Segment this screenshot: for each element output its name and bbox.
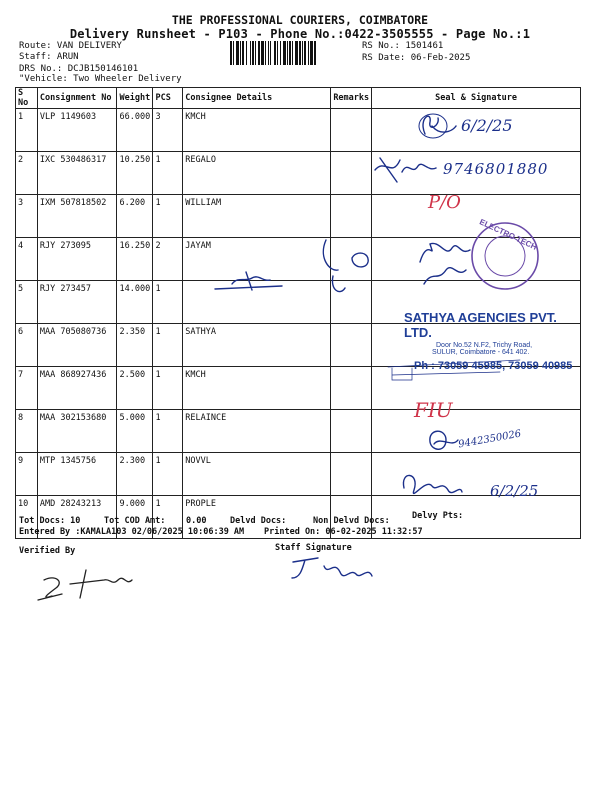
cell-remarks (331, 281, 372, 324)
barcode-bar (268, 41, 269, 65)
company-stamp (404, 310, 584, 372)
barcode-bar (246, 41, 247, 65)
cell-sno: 7 (16, 367, 38, 410)
cell-sno: 4 (16, 238, 38, 281)
row8-initials: FIU (414, 398, 453, 422)
cell-sno: 2 (16, 152, 38, 195)
row2-phone: 9746801880 (443, 160, 549, 178)
barcode-bar (258, 41, 260, 65)
cell-weight: 10.250 (117, 152, 153, 195)
barcode-bar (265, 41, 266, 65)
barcode-bar (242, 41, 244, 65)
cell-consignment-no: IXC 530486317 (37, 152, 117, 195)
cell-consignee: KMCH (183, 367, 331, 410)
non-delivered-docs: Non Delvd Docs: (313, 516, 390, 526)
col-sno: S No (16, 88, 38, 109)
cell-remarks (331, 367, 372, 410)
barcode-bar (261, 41, 264, 65)
table-row (16, 238, 581, 281)
cell-pcs: 1 (153, 410, 183, 453)
cell-pcs: 1 (153, 496, 183, 539)
table-row (16, 410, 581, 453)
drs-number: DRS No.: DCJB150146101 (19, 64, 139, 74)
cell-consignment-no: VLP 1149603 (37, 109, 117, 152)
col-pcs: PCS (153, 88, 183, 109)
cell-seal (372, 367, 581, 410)
barcode-bar (274, 41, 276, 65)
cell-sno: 3 (16, 195, 38, 238)
barcode-bar (250, 41, 251, 65)
total-cod-label: Tot COD Amt: (104, 516, 166, 526)
cell-remarks (331, 109, 372, 152)
cell-sno: 10 (16, 496, 38, 539)
barcode-bar (295, 41, 298, 65)
printed-on: Printed On: 06-02-2025 11:32:57 (264, 527, 423, 537)
cell-weight: 16.250 (117, 238, 153, 281)
cell-pcs: 1 (153, 453, 183, 496)
barcode-bar (255, 41, 256, 65)
cell-consignment-no: MAA 705080736 (37, 324, 117, 367)
rs-number: RS No.: 1501461 (362, 41, 444, 51)
cell-pcs: 1 (153, 152, 183, 195)
delivery-points: Delvy Pts: (412, 511, 464, 521)
runsheet-title: Delivery Runsheet - P103 - Phone No.:0422-3505555 - Page No.:1 (69, 27, 531, 41)
barcode-bar (240, 41, 241, 65)
stamp-address-1: Door No.52 N.F2, Trichy Road, (436, 342, 533, 349)
table-row (16, 367, 581, 410)
cell-sno: 9 (16, 453, 38, 496)
cell-weight: 66.000 (117, 109, 153, 152)
cell-weight: 9.000 (117, 496, 153, 539)
barcode-bar (233, 41, 234, 65)
cell-pcs: 1 (153, 195, 183, 238)
cell-seal (372, 238, 581, 281)
barcode-bar (280, 41, 281, 65)
barcode-bar (314, 41, 316, 65)
rs-date: RS Date: 06-Feb-2025 (362, 53, 471, 63)
vehicle-label: "Vehicle: Two Wheeler Delivery (19, 74, 182, 84)
cell-consignee: KMCH (183, 109, 331, 152)
cell-weight: 5.000 (117, 410, 153, 453)
cell-consignment-no: MAA 302153680 (37, 410, 117, 453)
staff-signature (292, 558, 372, 578)
cell-pcs: 1 (153, 367, 183, 410)
barcode-bar (287, 41, 288, 65)
verified-by-label: Verified By (19, 546, 76, 556)
cell-consignee: REGALO (183, 152, 331, 195)
cell-consignment-no: IXM 507818502 (37, 195, 117, 238)
row9-phone: 9442350026 (457, 428, 523, 451)
cell-pcs: 3 (153, 109, 183, 152)
cell-pcs: 2 (153, 238, 183, 281)
col-consignee: Consignee Details (183, 88, 331, 109)
round-stamp-text: ELECTRO TECH (478, 217, 539, 252)
stamp-phone: Ph : 73059 45985, 73059 40985 (414, 360, 573, 372)
staff-signature-label: Staff Signature (275, 543, 352, 553)
col-seal: Seal & Signature (372, 88, 581, 109)
cell-consignee: NOVVL (183, 453, 331, 496)
col-consignment: Consignment No (37, 88, 117, 109)
cell-consignee (183, 281, 331, 324)
cell-remarks (331, 238, 372, 281)
barcode-bar (310, 41, 313, 65)
barcode-bar (299, 41, 301, 65)
barcode-bar (230, 41, 232, 65)
barcode-bar (236, 41, 239, 65)
cell-weight: 14.000 (117, 281, 153, 324)
cell-seal (372, 195, 581, 238)
cell-remarks (331, 410, 372, 453)
col-weight: Weight (117, 88, 153, 109)
delivered-docs: Delvd Docs: (230, 516, 287, 526)
cell-consignee: WILLIAM (183, 195, 331, 238)
table-header-row (16, 88, 581, 109)
cell-pcs: 1 (153, 281, 183, 324)
cell-consignment-no: MTP 1345756 (37, 453, 117, 496)
cell-consignee: JAYAM (183, 238, 331, 281)
cell-consignee: RELAINCE (183, 410, 331, 453)
barcode-bar (302, 41, 303, 65)
cell-remarks (331, 324, 372, 367)
cell-sno: 8 (16, 410, 38, 453)
barcode-bar (252, 41, 254, 65)
entered-by: Entered By :KAMALA103 02/06/2025 10:06:39 AM (19, 527, 245, 537)
cell-seal (372, 453, 581, 496)
cell-sno: 6 (16, 324, 38, 367)
cell-weight: 2.300 (117, 453, 153, 496)
cell-remarks (331, 453, 372, 496)
route-label: Route: VAN DELIVERY (19, 41, 122, 51)
stamp-address-2: SULUR, Coimbatore - 641 402. (432, 349, 530, 356)
barcode-bar (270, 41, 271, 65)
cell-pcs: 1 (153, 324, 183, 367)
cell-consignment-no: MAA 868927436 (37, 367, 117, 410)
row3-po: P/O (428, 192, 461, 213)
total-cod-value: 0.00 (186, 516, 207, 526)
barcode-bar (308, 41, 309, 65)
cell-remarks (331, 152, 372, 195)
cell-remarks (331, 195, 372, 238)
company-title: THE PROFESSIONAL COURIERS, COIMBATORE (171, 13, 429, 27)
barcode-bar (277, 41, 278, 65)
cell-consignee: SATHYA (183, 324, 331, 367)
stamp-name: SATHYA AGENCIES PVT. LTD. (404, 310, 557, 340)
row1-date: 6/2/25 (461, 116, 513, 135)
row10-date: 6/2/25 (490, 482, 539, 500)
cell-weight: 2.350 (117, 324, 153, 367)
cell-consignment-no: AMD 28243213 (37, 496, 117, 539)
cell-consignee: PROPLE (183, 496, 331, 539)
cell-weight: 6.200 (117, 195, 153, 238)
col-remarks: Remarks (331, 88, 372, 109)
cell-weight: 2.500 (117, 367, 153, 410)
barcode-bar (304, 41, 306, 65)
barcode-image (229, 41, 355, 65)
barcode-bar (283, 41, 286, 65)
cell-sno: 1 (16, 109, 38, 152)
barcode-bar (292, 41, 293, 65)
barcode-bar (289, 41, 291, 65)
staff-label: Staff: ARUN (19, 52, 79, 62)
cell-consignment-no: RJY 273095 (37, 238, 117, 281)
verified-signature (38, 570, 132, 600)
cell-sno: 5 (16, 281, 38, 324)
cell-consignment-no: RJY 273457 (37, 281, 117, 324)
total-docs: Tot Docs: 10 (19, 516, 81, 526)
